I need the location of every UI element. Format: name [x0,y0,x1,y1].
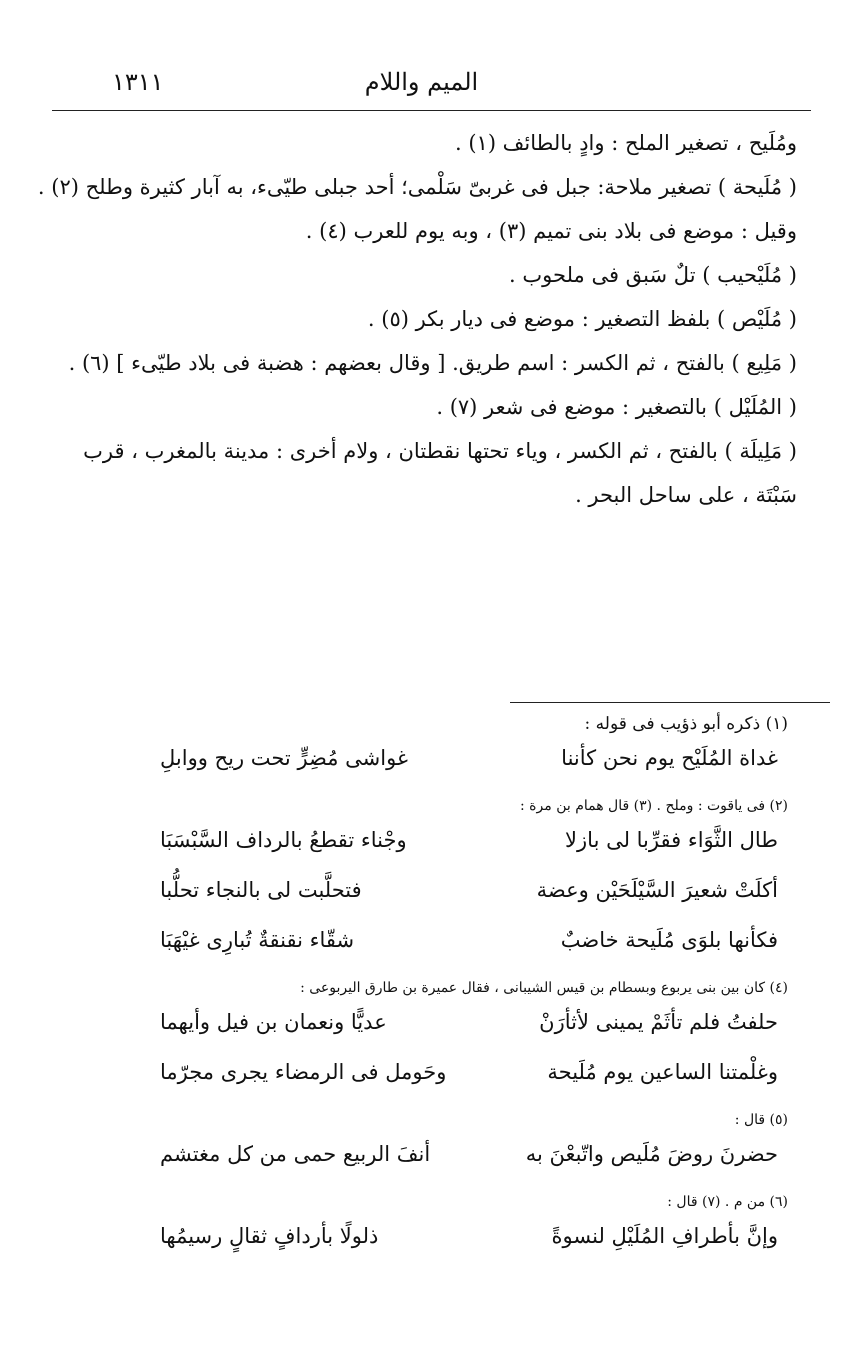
entry-line: سَبْتَة ، على ساحل البحر . [575,483,797,507]
hemistich: وحَومل فى الرمضاء يجرى مجرّما [160,1060,447,1084]
hemistich: غداة المُلَيْح يوم نحن كأننا [561,746,778,770]
hemistich: أكلَتْ شعيرَ السَّيْلَحَيْن وعضة [536,878,778,902]
hemistich: غواشى مُضِرٍّ تحت ريح ووابلِ [160,746,408,770]
entry-line: ( مَلِيع ) بالفتح ، ثم الكسر : اسم طريق. [ وقال بعضهم : هضبة فى بلاد طيّىء ] (٦) . [68,351,797,375]
footnote-4: (٤) كان بين بنى يربوع وبسطام بن قيس الشيبانى ، فقال عميرة بن طارق اليربوعى : [300,980,788,996]
running-title: الميم واللام [364,68,479,96]
hemistich: ذلولًا بأردافٍ ثقالٍ رسيمُها [160,1224,379,1248]
entry-line: ( المُلَيْل ) بالتصغير : موضع فى شعر (٧) . [436,395,797,419]
hemistich: فتحلَّبت لى بالنجاء تحلُّبا [160,878,362,902]
verse [160,1222,788,1272]
entry-line: ( مَلِيلَة ) بالفتح ، ثم الكسر ، وياء تحتها نقطتان ، ولام أخرى : مدينة بالمغرب ، قرب [83,439,797,463]
hemistich: وجْناء تقطعُ بالرداف السَّبْسَبَا [160,828,407,852]
dictionary-entries [37,130,797,526]
hemistich: حضرنَ روضَ مُلَيص واتّبعْنَ به [525,1142,778,1166]
header-rule [52,110,811,111]
entry-line: ومُلَيح ، تصغير الملح : وادٍ بالطائف (١) . [454,131,797,155]
hemistich: فكأنها بلوَى مُلَيحة خاضبٌ [560,928,778,952]
footnotes [160,712,788,1272]
footnote-1: (١) ذكره أبو ذؤيب فى قوله : [584,714,788,734]
entry-line: ( مُلَيْحيب ) تلٌ سَبق فى ملحوب . [509,263,797,287]
page-header [52,62,791,102]
verse [160,744,788,794]
verse [160,1058,788,1108]
hemistich: عديًّا ونعمان بن فيل وأيهما [160,1010,387,1034]
verse [160,1140,788,1190]
footnote-6-7: (٦) من م . (٧) قال : [667,1194,788,1210]
hemistich: وغلْمتنا الساعين يوم مُلَيحة [547,1060,778,1084]
verse [160,926,788,976]
hemistich: أنفَ الربيع حمى من كل مغتشم [160,1142,431,1166]
hemistich: وإنَّ بأطرافِ المُلَيْلِ لنسوةً [551,1224,778,1248]
page-number: ١٣١١ [112,68,164,96]
verse [160,1008,788,1058]
hemistich: طال الثَّوَاء فقرِّبا لى بازلا [565,828,778,852]
hemistich: حلفتُ فلم تأثَمْ يمينى لأثأرَنْ [539,1010,778,1034]
entry-line: وقيل : موضع فى بلاد بنى تميم (٣) ، وبه يوم للعرب (٤) . [305,219,797,243]
footnote-2-3: (٢) فى ياقوت : وملح . (٣) قال همام بن مرة : [520,798,788,814]
verse [160,826,788,876]
entry-line: ( مُلَيْص ) بلفظ التصغير : موضع فى ديار بكر (٥) . [367,307,797,331]
verse [160,876,788,926]
entry-line: ( مُلَيحة ) تصغير ملاحة: جبل فى غربىّ سَلْمى؛ أحد جبلى طيّىء، به آبار كثيرة وطلح (٢) . [37,175,797,199]
footnote-5: (٥) قال : [734,1112,788,1128]
hemistich: شقّاء نقنقةٌ تُبارِى غيْهَبَا [160,928,355,952]
footnote-rule [510,702,830,703]
